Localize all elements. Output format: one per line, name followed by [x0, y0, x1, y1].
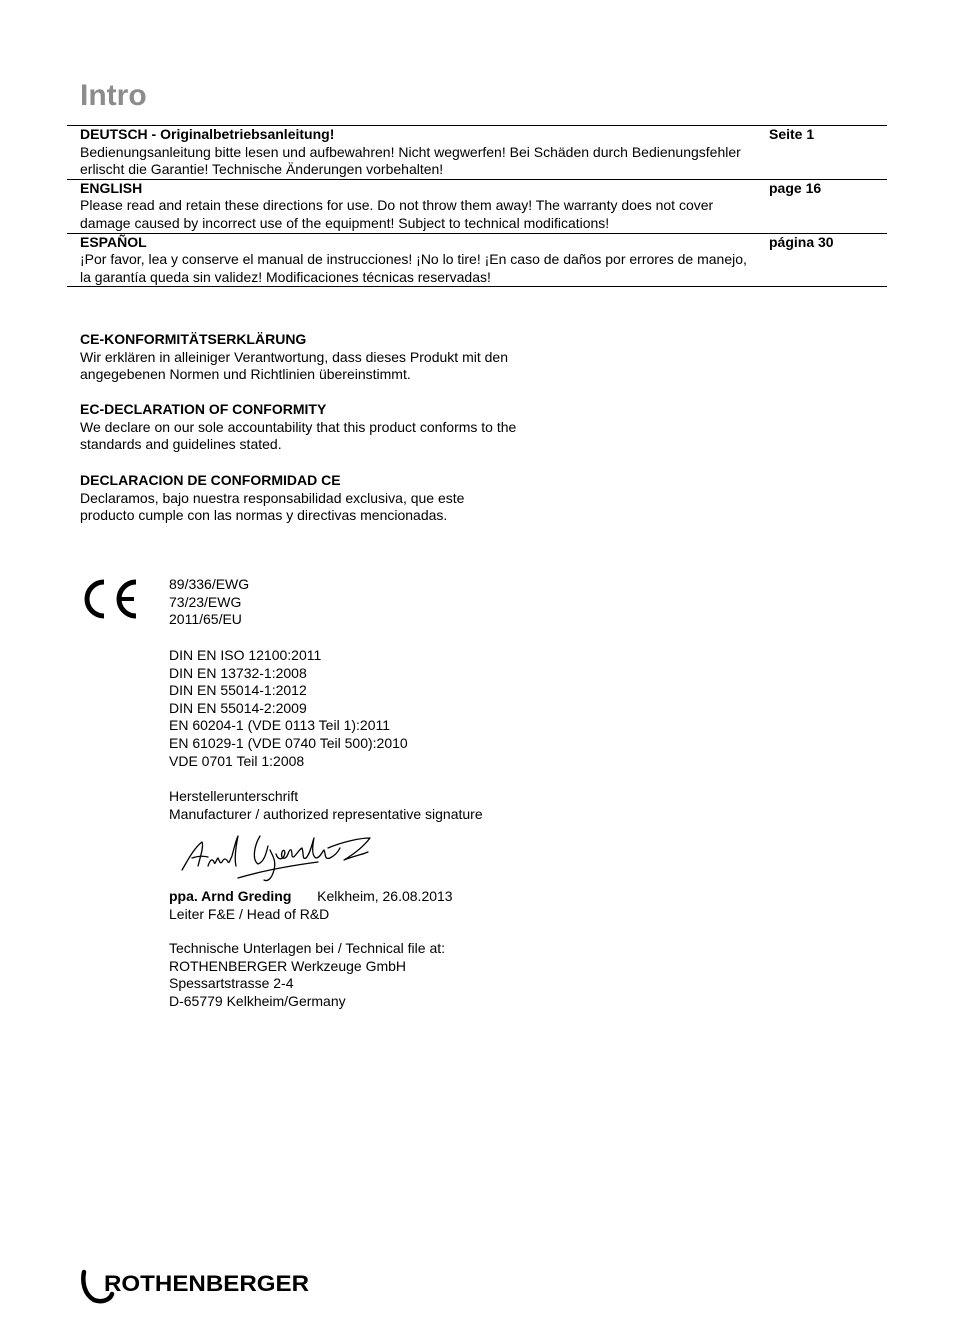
declaration-text: Declaramos, bajo nuestra responsabilidad exclusiva, que este producto cumple con las normas y directivas mencionadas. — [80, 489, 465, 524]
language-name: ESPAÑOL — [80, 233, 147, 250]
rothenberger-logo — [80, 1268, 312, 1304]
standards-list — [169, 647, 589, 770]
standard-item: VDE 0701 Teil 1:2008 — [169, 752, 305, 769]
declaration-de — [80, 331, 520, 384]
language-page-ref: page 16 — [769, 179, 822, 196]
signer-role: Leiter F&E / Head of R&D — [169, 905, 330, 922]
signature-label-en: Manufacturer / authorized representative signature — [169, 805, 483, 822]
technical-file-line: ROTHENBERGER Werkzeuge GmbH — [169, 957, 407, 974]
directive-item: 89/336/EWG — [169, 576, 250, 592]
declaration-en — [80, 401, 520, 454]
directive-item: 2011/65/EU — [169, 611, 242, 628]
page-title: Intro — [80, 79, 147, 112]
standard-item: DIN EN 13732-1:2008 — [169, 664, 307, 681]
handwritten-signature — [178, 830, 374, 888]
declaration-text: Wir erklären in alleiniger Verantwortung, dass dieses Produkt mit den angegebenen Normen und Richtlinien übereinstimmt. — [80, 348, 508, 383]
standard-item: EN 60204-1 (VDE 0113 Teil 1):2011 — [169, 717, 391, 734]
place-date: Kelkheim, 26.08.2013 — [317, 888, 453, 904]
ce-mark-icon — [80, 578, 138, 620]
language-row-en — [67, 180, 887, 234]
technical-file-line: D-65779 Kelkheim/Germany — [169, 992, 346, 1009]
technical-file-block — [169, 940, 589, 1010]
declaration-heading: EC-DECLARATION OF CONFORMITY — [80, 401, 327, 417]
directives-list — [169, 576, 589, 629]
declaration-heading: DECLARACION DE CONFORMIDAD CE — [80, 472, 341, 488]
language-row-de — [67, 126, 887, 180]
standard-item: DIN EN 55014-1:2012 — [169, 682, 307, 699]
directive-item: 73/23/EWG — [169, 593, 242, 610]
signature-labels — [169, 788, 589, 823]
language-description: Bedienungsanleitung bitte lesen und aufbewahren! Nicht wegwerfen! Bei Schäden durch Bedienungsfehler erlischt die Garantie! Technische Änderungen vorbehalten! — [80, 143, 741, 178]
language-name: ENGLISH — [80, 179, 143, 196]
standard-item: EN 61029-1 (VDE 0740 Teil 500):2010 — [169, 734, 408, 751]
language-index-table — [67, 125, 887, 287]
language-row-es — [67, 234, 887, 288]
declaration-es — [80, 472, 520, 525]
signature-label-de: Herstellerunterschrift — [169, 788, 299, 804]
technical-file-line: Spessartstrasse 2-4 — [169, 975, 294, 992]
declaration-heading: CE-KONFORMITÄTSERKLÄRUNG — [80, 331, 307, 347]
technical-file-line: Technische Unterlagen bei / Technical file at: — [169, 940, 446, 956]
language-description: ¡Por favor, lea y conserve el manual de instrucciones! ¡No lo tire! ¡En caso de daños por errores de manejo, la garantía queda sin validez! Modificaciones técnicas reservadas! — [80, 251, 747, 285]
language-page-ref: página 30 — [769, 233, 834, 250]
language-page-ref: Seite 1 — [769, 126, 815, 142]
signer-line — [169, 888, 589, 906]
declaration-text: We declare on our sole accountability that this product conforms to the standards and guidelines stated. — [80, 418, 517, 453]
signer-block — [169, 888, 589, 923]
logo-wordmark: ROTHENBERGER — [104, 1271, 310, 1296]
language-name: DEUTSCH - Originalbetriebsanleitung! — [80, 126, 335, 142]
standard-item: DIN EN 55014-2:2009 — [169, 699, 307, 716]
signer-name: ppa. Arnd Greding — [169, 888, 292, 904]
language-description: Please read and retain these directions for use. Do not throw them away! The warranty does not cover damage caused by incorrect use of the equipment! Subject to technical modifications! — [80, 197, 714, 231]
standard-item: DIN EN ISO 12100:2011 — [169, 647, 322, 663]
